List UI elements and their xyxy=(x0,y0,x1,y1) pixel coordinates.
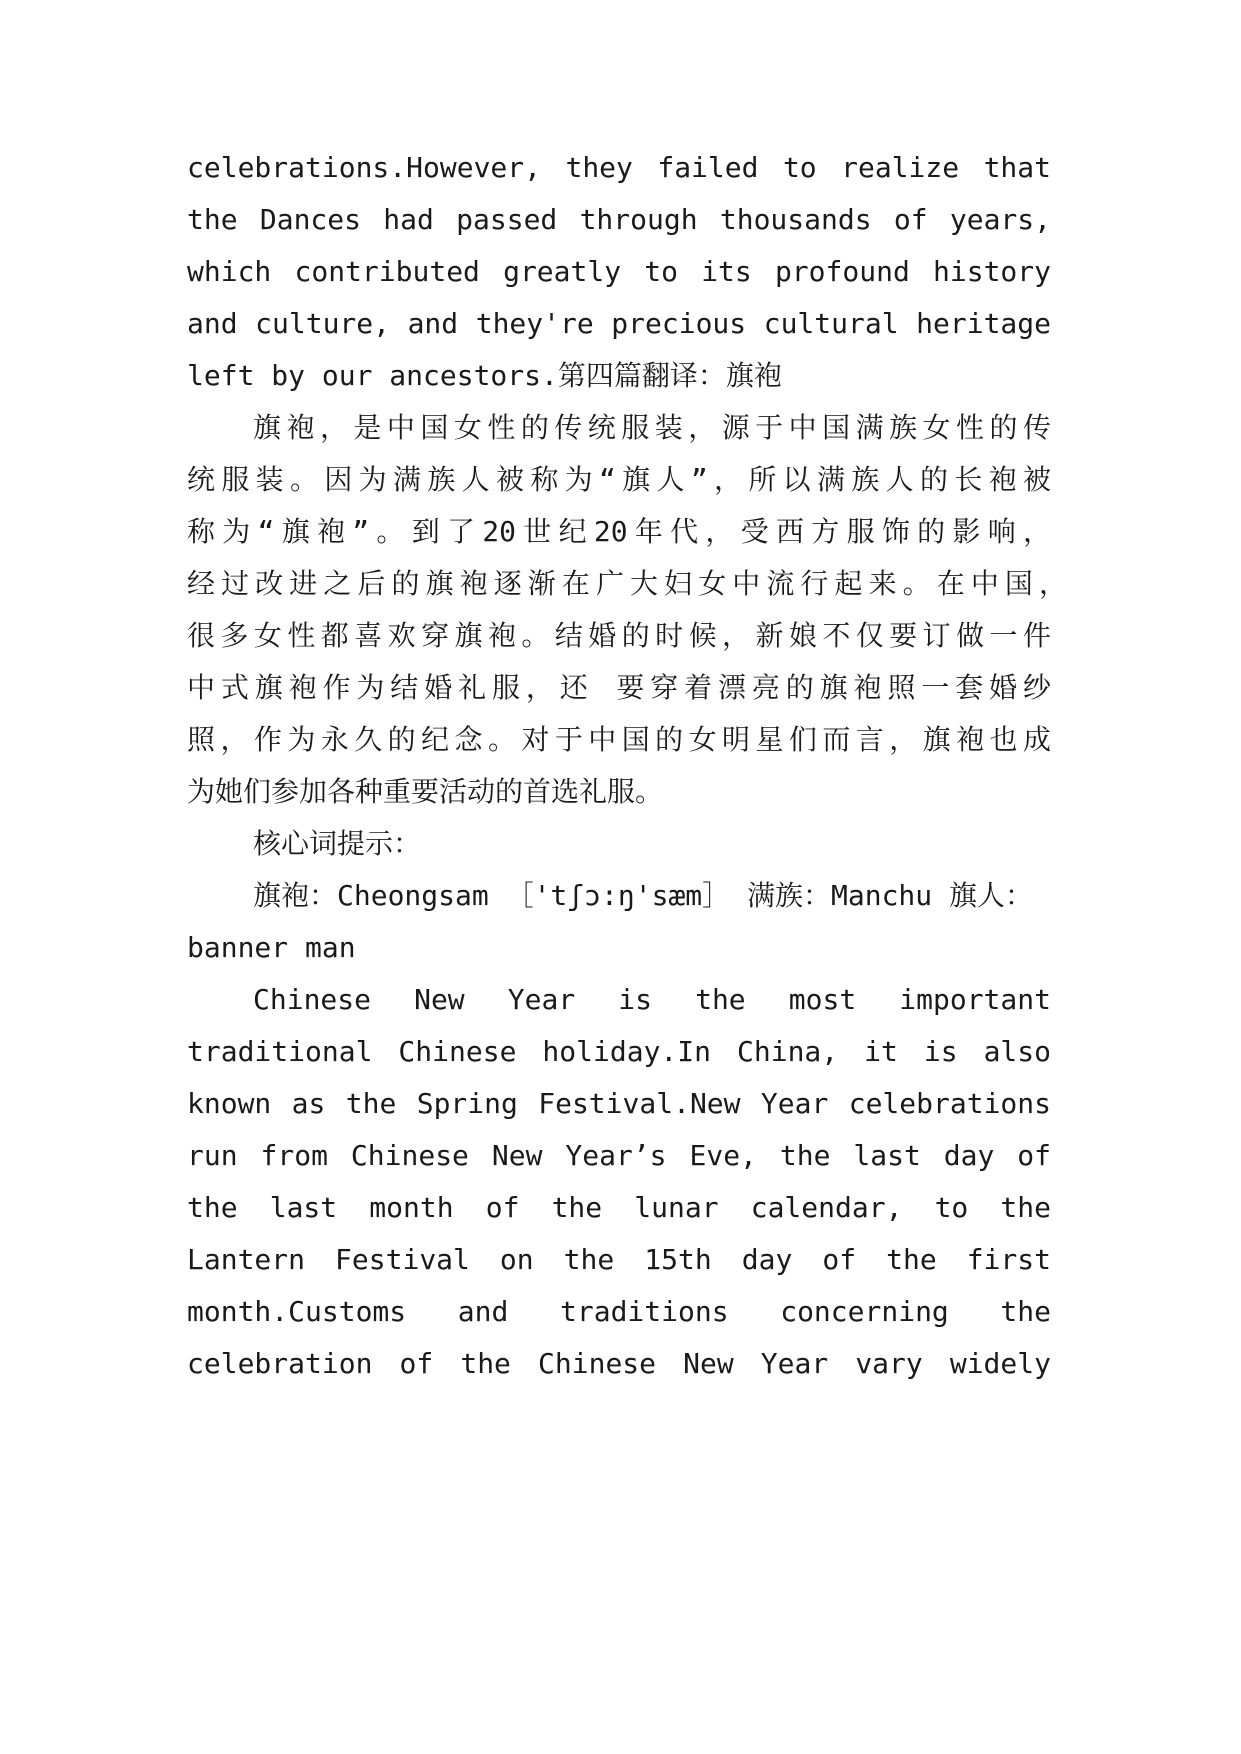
paragraph-new-year-line-5: the last month of the lunar calendar, to the xyxy=(187,1191,1051,1224)
keywords-line-2: banner man xyxy=(187,931,356,964)
keywords-heading: 核心词提示： xyxy=(253,827,422,860)
paragraph-new-year-line-2: traditional Chinese holiday.In China, it is also xyxy=(187,1035,1051,1068)
text-line-5-section-heading: left by our ancestors.第四篇翻译：旗袍 xyxy=(187,359,782,392)
text-line-2: the Dances had passed through thousands of years, xyxy=(187,203,1051,236)
paragraph-qipao-line-5: 很多女性都喜欢穿旗袍。结婚的时候，新娘不仅要订做一件 xyxy=(187,619,1051,652)
paragraph-qipao-line-4: 经过改进之后的旗袍逐渐在广大妇女中流行起来。在中国， xyxy=(187,567,1067,600)
paragraph-new-year-line-3: known as the Spring Festival.New Year celebrations xyxy=(187,1087,1051,1120)
paragraph-qipao-line-1: 旗袍，是中国女性的传统服装，源于中国满族女性的传 xyxy=(253,411,1051,444)
paragraph-qipao-line-8: 为她们参加各种重要活动的首选礼服。 xyxy=(187,775,664,808)
paragraph-new-year-line-6: Lantern Festival on the 15th day of the first xyxy=(187,1243,1051,1276)
keywords-line-1: 旗袍：Cheongsam ［'tʃɔ:ŋ'sæm］ 满族：Manchu 旗人： xyxy=(253,879,1034,912)
paragraph-new-year-line-1: Chinese New Year is the most important xyxy=(253,983,1051,1016)
text-line-1: celebrations.However, they failed to realize that xyxy=(187,151,1051,184)
paragraph-new-year-line-7: month.Customs and traditions concerning the xyxy=(187,1295,1051,1328)
text-line-4: and culture, and they're precious cultural heritage xyxy=(187,307,1051,340)
paragraph-qipao-line-2: 统服装。因为满族人被称为“旗人”，所以满族人的长袍被 xyxy=(187,463,1051,496)
paragraph-qipao-line-7: 照，作为永久的纪念。对于中国的女明星们而言，旗袍也成 xyxy=(187,723,1051,756)
paragraph-qipao-line-3: 称为“旗袍”。到了20世纪20年代，受西方服饰的影响， xyxy=(187,515,1051,548)
text-line-3: which contributed greatly to its profound history xyxy=(187,255,1051,288)
paragraph-qipao-line-6: 中式旗袍作为结婚礼服，还 要穿着漂亮的旗袍照一套婚纱 xyxy=(187,671,1051,704)
paragraph-new-year-line-4: run from Chinese New Year’s Eve, the last day of xyxy=(187,1139,1051,1172)
paragraph-new-year-line-8: celebration of the Chinese New Year vary widely xyxy=(187,1347,1051,1380)
